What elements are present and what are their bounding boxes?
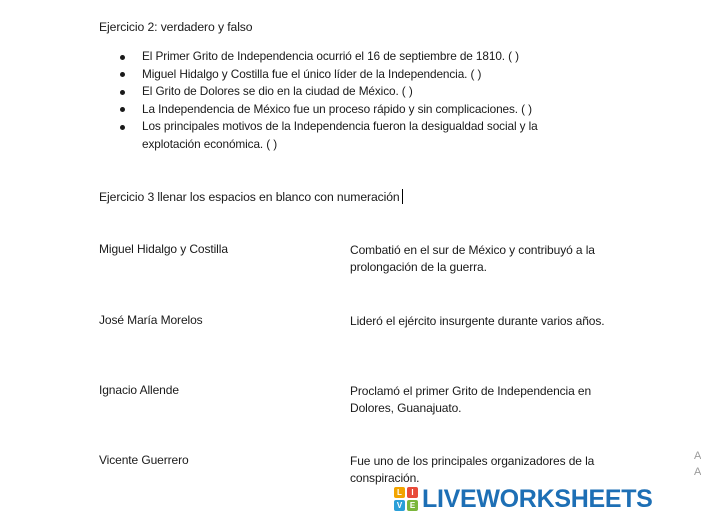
matching-description: Proclamó el primer Grito de Independencia en Dolores, Guanajuato. (350, 384, 592, 415)
true-false-item-text: La Independencia de México fue un proceso rápido y sin complicaciones. ( ) (142, 101, 532, 116)
true-false-item (120, 66, 560, 84)
logo-tile: L (394, 487, 405, 498)
matching-description: Combatió en el sur de México y contribuyó a la prolongación de la guerra. (350, 243, 595, 274)
true-false-list (120, 48, 560, 153)
true-false-item-text: Los principales motivos de la Independencia fueron la desigualdad social y la explotación económica. ( ) (142, 119, 538, 151)
matching-name: Ignacio Allende (99, 383, 179, 397)
matching-description: Fue uno de los principales organizadores de la conspiración. (350, 454, 595, 485)
matching-name: Miguel Hidalgo y Costilla (99, 242, 228, 256)
true-false-item (120, 48, 560, 66)
ejercicio-2-title: Ejercicio 2: verdadero y falso (99, 20, 253, 34)
clipped-edge-text: A A (694, 450, 701, 478)
true-false-item-text: El Grito de Dolores se dio en la ciudad de México. ( ) (142, 84, 413, 98)
true-false-item (120, 83, 560, 101)
bullet-icon (120, 72, 125, 77)
logo-tile: V (394, 500, 405, 511)
text-cursor (402, 189, 403, 204)
ejercicio-3-title-text: Ejercicio 3 llenar los espacios en blanco con numeración (99, 190, 400, 204)
bullet-icon (120, 107, 125, 112)
logo-tile: E (407, 500, 418, 511)
matching-name: José María Morelos (99, 313, 203, 327)
liveworksheets-logo (394, 485, 653, 513)
bullet-icon (120, 125, 125, 130)
matching-name: Vicente Guerrero (99, 453, 189, 467)
ejercicio-3-title (99, 189, 403, 204)
matching-description: Lideró el ejército insurgente durante varios años. (350, 314, 605, 328)
true-false-item (120, 118, 560, 153)
logo-tile: I (407, 487, 418, 498)
bullet-icon (120, 55, 125, 60)
logo-wordmark: LIVEWORKSHEETS (422, 485, 653, 513)
logo-tiles-icon (394, 487, 418, 511)
true-false-item (120, 101, 560, 119)
true-false-item-text: Miguel Hidalgo y Costilla fue el único líder de la Independencia. ( ) (142, 66, 482, 81)
bullet-icon (120, 90, 125, 95)
true-false-item-text: El Primer Grito de Independencia ocurrió el 16 de septiembre de 1810. ( ) (142, 49, 519, 63)
